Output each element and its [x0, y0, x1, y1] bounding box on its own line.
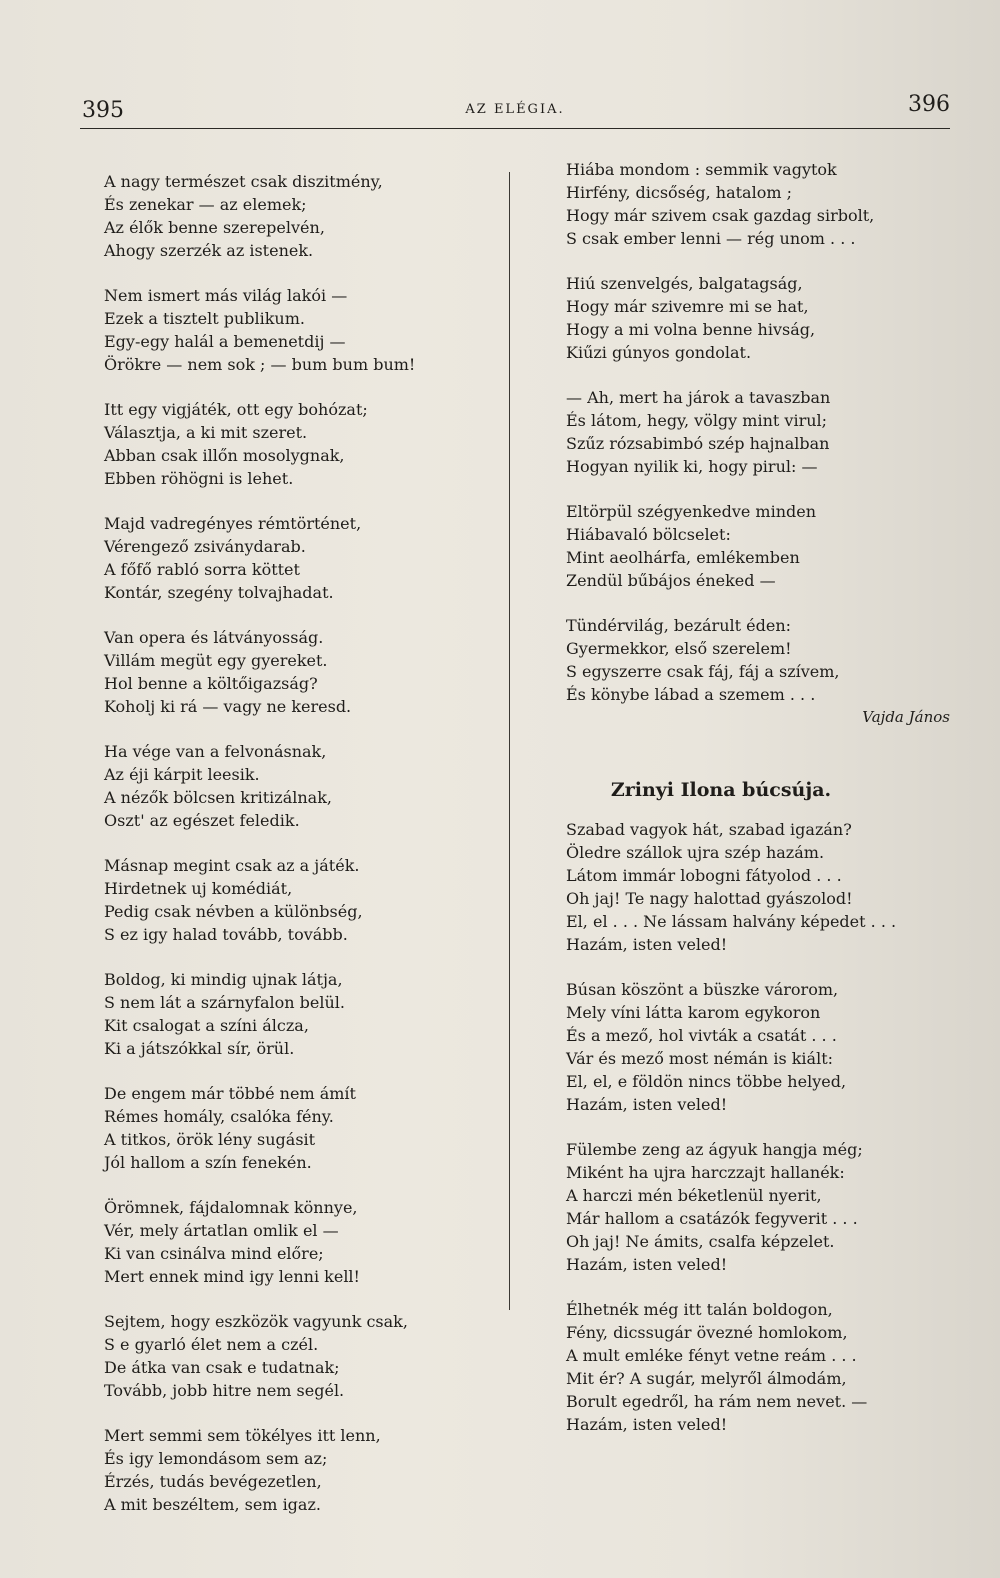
verse-line: Majd vadregényes rémtörténet, [104, 514, 362, 533]
verse-line: Hol benne a költőigazság? [104, 674, 318, 693]
verse-line: Hiába mondom : semmik vagytok [566, 160, 837, 179]
verse-line: Élhetnék még itt talán boldogon, [566, 1300, 833, 1319]
verse-line: Az éji kárpit leesik. [104, 765, 260, 784]
verse-line: A nagy természet csak diszitmény, [104, 172, 383, 191]
verse-line: Boldog, ki mindig ujnak látja, [104, 970, 343, 989]
verse-line: Látom immár lobogni fátyolod . . . [566, 866, 842, 885]
verse-line: Pedig csak névben a különbség, [104, 902, 363, 921]
verse-line: Ezek a tisztelt publikum. [104, 309, 305, 328]
verse-line: Mely víni látta karom egykoron [566, 1003, 821, 1022]
verse-line: Fülembe zeng az ágyuk hangja még; [566, 1140, 863, 1159]
verse-line: Borult egedről, ha rám nem nevet. — [566, 1392, 868, 1411]
verse-line: De engem már többé nem ámít [104, 1084, 356, 1103]
verse-line: Kontár, szegény tolvajhadat. [104, 583, 334, 602]
left-column [104, 170, 504, 1516]
stanza [104, 626, 504, 718]
verse-line: Vérengező zsiványdarab. [104, 537, 306, 556]
stanza [566, 818, 966, 956]
page-number-left: 395 [82, 98, 124, 123]
verse-line: És könybe lábad a szemem . . . [566, 685, 816, 704]
verse-line: Hirfény, dicsőség, hatalom ; [566, 183, 792, 202]
verse-line: S e gyarló élet nem a czél. [104, 1335, 319, 1354]
poem-2-body [566, 818, 966, 1436]
verse-line: Oh jaj! Ne ámits, csalfa képzelet. [566, 1232, 835, 1251]
stanza [566, 158, 966, 250]
verse-line: Zendül bűbájos éneked — [566, 571, 776, 590]
verse-line: S egyszerre csak fáj, fáj a szívem, [566, 662, 840, 681]
verse-line: Kiűzi gúnyos gondolat. [566, 343, 752, 362]
stanza [104, 1310, 504, 1402]
verse-line: A titkos, örök lény sugásit [104, 1130, 316, 1149]
poem-title: Zrinyi Ilona búcsúja. [610, 779, 832, 801]
stanza [566, 1138, 966, 1276]
stanza [104, 1082, 504, 1174]
verse-line: Hogy a mi volna benne hivság, [566, 320, 816, 339]
verse-line: Örökre — nem sok ; — bum bum bum! [104, 355, 416, 374]
stanza [566, 272, 966, 364]
verse-line: Ki van csinálva mind előre; [104, 1244, 324, 1263]
verse-line: Sejtem, hogy eszközök vagyunk csak, [104, 1312, 408, 1331]
verse-line: És zenekar — az elemek; [104, 195, 307, 214]
verse-line: Gyermekkor, első szerelem! [566, 639, 792, 658]
stanza [104, 284, 504, 376]
page-number-right: 396 [908, 92, 950, 117]
verse-line: Oh jaj! Te nagy halottad gyászolod! [566, 889, 853, 908]
verse-line: Fény, dicssugár övezné homlokom, [566, 1323, 848, 1342]
verse-line: Jól hallom a szín fenekén. [104, 1153, 312, 1172]
stanza [104, 170, 504, 262]
verse-line: Mint aeolhárfa, emlékemben [566, 548, 800, 567]
verse-line: Hazám, isten veled! [566, 1255, 728, 1274]
verse-line: S ez igy halad tovább, tovább. [104, 925, 348, 944]
verse-line: Szabad vagyok hát, szabad igazán? [566, 820, 852, 839]
verse-line: Hazám, isten veled! [566, 935, 728, 954]
author-signature: Vajda János [862, 708, 950, 726]
verse-line: Van opera és látványosság. [104, 628, 324, 647]
verse-line: Érzés, tudás bevégezetlen, [104, 1472, 322, 1491]
verse-line: Nem ismert más világ lakói — [104, 286, 348, 305]
verse-line: A nézők bölcsen kritizálnak, [104, 788, 332, 807]
stanza [104, 968, 504, 1060]
verse-line: Rémes homály, csalóka fény. [104, 1107, 334, 1126]
verse-line: Hiábavaló bölcselet: [566, 525, 731, 544]
running-title: AZ ELÉGIA. [465, 102, 565, 117]
stanza [104, 854, 504, 946]
verse-line: Tovább, jobb hitre nem segél. [104, 1381, 345, 1400]
stanza [566, 1298, 966, 1436]
verse-line: — Ah, mert ha járok a tavaszban [566, 388, 831, 407]
verse-line: Ebben röhögni is lehet. [104, 469, 294, 488]
verse-line: Ahogy szerzék az istenek. [104, 241, 314, 260]
stanza [104, 398, 504, 490]
stanza [566, 614, 966, 706]
poem-1-continuation [566, 158, 966, 706]
page-header [80, 92, 950, 129]
stanza [104, 1196, 504, 1288]
verse-line: A mult emléke fényt vetne reám . . . [566, 1346, 857, 1365]
verse-line: Ha vége van a felvonásnak, [104, 742, 327, 761]
right-column [566, 158, 966, 1436]
verse-line: Villám megüt egy gyereket. [104, 651, 328, 670]
stanza [566, 386, 966, 478]
verse-line: Hogy már szivem csak gazdag sirbolt, [566, 206, 875, 225]
verse-line: Szűz rózsabimbó szép hajnalban [566, 434, 830, 453]
verse-line: Másnap megint csak az a játék. [104, 856, 360, 875]
stanza [104, 512, 504, 604]
verse-line: Abban csak illőn mosolygnak, [104, 446, 345, 465]
verse-line: Öledre szállok ujra szép hazám. [566, 843, 825, 862]
stanza [104, 1424, 504, 1516]
verse-line: Mert semmi sem tökélyes itt lenn, [104, 1426, 381, 1445]
verse-line: És a mező, hol vivták a csatát . . . [566, 1026, 837, 1045]
verse-line: A mit beszéltem, sem igaz. [104, 1495, 321, 1514]
verse-line: Hiú szenvelgés, balgatagság, [566, 274, 803, 293]
verse-line: Itt egy vigjáték, ott egy bohózat; [104, 400, 368, 419]
verse-line: A harczi mén béketlenül nyerit, [566, 1186, 822, 1205]
verse-line: Koholj ki rá — vagy ne keresd. [104, 697, 352, 716]
verse-line: Ki a játszókkal sír, örül. [104, 1039, 295, 1058]
column-divider [509, 172, 510, 1310]
stanza [104, 740, 504, 832]
verse-line: Tündérvilág, bezárult éden: [566, 616, 792, 635]
verse-line: Hazám, isten veled! [566, 1095, 728, 1114]
verse-line: Vár és mező most némán is kiált: [566, 1049, 834, 1068]
verse-line: Hogyan nyilik ki, hogy pirul: — [566, 457, 818, 476]
verse-line: És látom, hegy, völgy mint virul; [566, 411, 828, 430]
verse-line: Oszt' az egészet feledik. [104, 811, 300, 830]
verse-line: Hazám, isten veled! [566, 1415, 728, 1434]
verse-line: Mit ér? A sugár, melyről álmodám, [566, 1369, 847, 1388]
verse-line: Búsan köszönt a büszke várorom, [566, 980, 839, 999]
verse-line: Vér, mely ártatlan omlik el — [104, 1221, 339, 1240]
verse-line: El, el, e földön nincs többe helyed, [566, 1072, 847, 1091]
verse-line: Az élők benne szerepelvén, [104, 218, 325, 237]
verse-line: Örömnek, fájdalomnak könnye, [104, 1198, 358, 1217]
verse-line: S nem lát a szárnyfalon belül. [104, 993, 345, 1012]
verse-line: Választja, a ki mit szeret. [104, 423, 308, 442]
verse-line: Eltörpül szégyenkedve minden [566, 502, 817, 521]
verse-line: Mert ennek mind igy lenni kell! [104, 1267, 360, 1286]
verse-line: Hirdetnek uj komédiát, [104, 879, 293, 898]
stanza [566, 978, 966, 1116]
verse-line: El, el . . . Ne lássam halvány képedet . . . [566, 912, 897, 931]
verse-line: S csak ember lenni — rég unom . . . [566, 229, 856, 248]
verse-line: De átka van csak e tudatnak; [104, 1358, 340, 1377]
verse-line: Egy-egy halál a bemenetdij — [104, 332, 346, 351]
verse-line: A főfő rabló sorra köttet [104, 560, 300, 579]
verse-line: Hogy már szivemre mi se hat, [566, 297, 809, 316]
stanza [566, 500, 966, 592]
verse-line: Már hallom a csatázók fegyverit . . . [566, 1209, 858, 1228]
verse-line: És igy lemondásom sem az; [104, 1449, 328, 1468]
verse-line: Miként ha ujra harczzajt hallanék: [566, 1163, 845, 1182]
verse-line: Kit csalogat a színi álcza, [104, 1016, 309, 1035]
